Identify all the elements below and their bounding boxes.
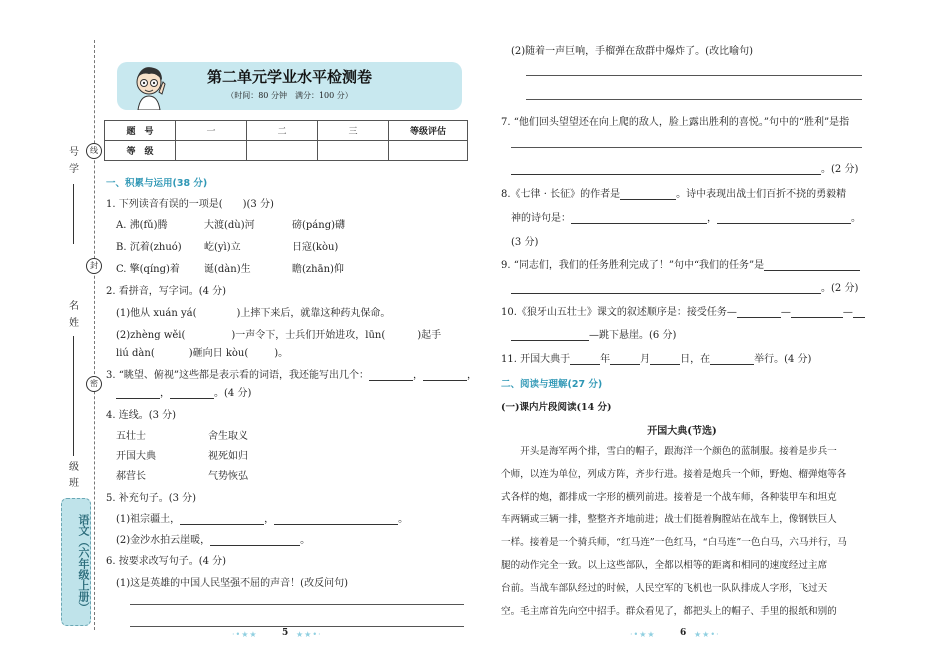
question-9-cont [511, 279, 858, 294]
grade-cell[interactable] [389, 141, 468, 161]
section-heading: 一、积累与运用(38 分) [106, 178, 208, 189]
question-2-line-2 [116, 326, 441, 341]
answer-blank[interactable] [369, 370, 413, 381]
text: 神的诗句是： [511, 213, 571, 224]
option-a-2: 大渡(dù)河 [204, 220, 255, 231]
question-5-line-1: (1)祖宗疆土， ， 。 [116, 514, 409, 525]
grade-cell[interactable] [247, 141, 318, 161]
match-left[interactable]: 五壮士 [116, 431, 146, 442]
answer-blank[interactable] [570, 354, 600, 365]
passage-line: 一样。接着是一个骑兵师，“红马连”一色红马，“白马连”一色白马，六马并行，马 [501, 537, 847, 549]
text: 9. “同志们，我们的任务胜利完成了！”句中“我们的任务”是 [501, 260, 765, 271]
binding-circle: 封 [86, 258, 102, 274]
page-subtitle: （时间：80 分钟 满分：100 分） [226, 91, 353, 100]
text: 11. 开国大典于 [501, 354, 571, 365]
question-10: 10.《狼牙山五壮士》课文的叙述顺序是：接受任务— — — [501, 303, 865, 318]
text: (2)zhèng wěi( [116, 330, 186, 341]
text: (1)他从 xuán yá( [116, 308, 197, 319]
answer-blank[interactable] [610, 354, 640, 365]
text: )一声令下，士兵们开始进攻，lūn( [231, 330, 386, 341]
answer-blank[interactable] [620, 189, 676, 200]
match-right[interactable]: 舍生取义 [208, 431, 248, 442]
page-number: 5 [282, 628, 289, 638]
passage-line: 式各样的炮，都排成一字形的横列前进。接着是一个战车师，各种装甲车和坦克 [501, 491, 837, 503]
text: 8.《七律 · 长征》的作者是 [501, 189, 621, 200]
match-left[interactable]: 开国大典 [116, 451, 156, 462]
table-row [105, 141, 468, 161]
name-line [73, 336, 74, 406]
student-number-line [73, 184, 74, 244]
text: liú dàn( [116, 348, 155, 359]
passage [501, 441, 863, 623]
table-cell: 二 [247, 121, 318, 141]
question-3: 3. “眺望、俯视”这些都是表示看的词语，我还能写出几个： ， ， [106, 370, 477, 381]
page-number: 6 [680, 628, 687, 638]
question-8 [501, 185, 846, 200]
text: 日，在 [680, 354, 711, 365]
question-10-cont [511, 326, 676, 341]
label-hao: 学 [69, 164, 79, 175]
question-1: 1. 下列读音有误的一项是( )(3 分) [106, 199, 274, 210]
answer-blank[interactable] [116, 388, 160, 399]
page-dots: ★★•· [694, 630, 720, 639]
table-row [105, 121, 468, 141]
page-title: 第二单元学业水平检测卷 [206, 68, 372, 86]
text: )上摔下来后，就靠这种药丸保命。 [236, 308, 391, 319]
question-4: 4. 连线。(3 分) [106, 410, 177, 421]
option-c-3: 瞻(zhān)仰 [292, 264, 344, 275]
question-6-line-2: (2)随着一声巨响，手榴弹在敌群中爆炸了。(改比喻句) [511, 46, 753, 57]
binding-circle: 线 [86, 143, 102, 159]
score-table [104, 120, 468, 161]
text: 3. “眺望、俯视”这些都是表示看的词语，我还能写出几个： [106, 370, 369, 381]
page-dots: ★★•· [296, 630, 322, 639]
table-cell: 题 号 [105, 121, 176, 141]
passage-title: 开国大典(节选) [647, 426, 717, 437]
option-a-1: A. 沸(fǔ)腾 [116, 220, 168, 231]
question-2-line-3 [116, 344, 288, 359]
match-right[interactable]: 气势恢弘 [208, 471, 248, 482]
option-a-3: 磅(páng)礴 [292, 220, 346, 231]
table-cell: 等 级 [105, 141, 176, 161]
page-dots: ·•★★ [630, 630, 656, 639]
question-5: 5. 补充句子。(3 分) [106, 493, 197, 504]
question-6: 6. 按要求改写句子。(4 分) [106, 556, 227, 567]
question-7: 7. “他们回头望望还在向上爬的敌人，脸上露出胜利的喜悦。”句中的“胜利”是指 [501, 117, 850, 128]
label-xing: 名 [69, 301, 79, 312]
class-line [73, 400, 74, 456]
answer-line[interactable] [526, 75, 862, 76]
answer-blank[interactable] [180, 514, 264, 525]
text: (2)金沙水拍云崖暖， [116, 535, 211, 546]
subsection-heading: (一)课内片段阅读(14 分) [501, 402, 612, 413]
question-9 [501, 256, 860, 271]
table-cell: 一 [176, 121, 247, 141]
label-ji: 班 [69, 478, 79, 489]
answer-blank[interactable] [423, 370, 467, 381]
text: —跳下悬崖。(6 分) [589, 330, 677, 341]
text: 年 [600, 354, 611, 365]
passage-line: 空。毛主席首先向空中招手。群众看见了，都把头上的帽子、手里的报纸和别的 [501, 605, 837, 617]
text: 。诗中表现出战士们百折不挠的勇毅精 [676, 189, 847, 200]
passage-line: 个师，以连为单位，列成方阵，齐步行进。接着是炮兵一个师，野炮、榴弹炮等各 [501, 468, 847, 480]
question-11 [501, 350, 811, 365]
binding-line [94, 40, 95, 630]
answer-blank[interactable] [791, 307, 843, 318]
text: )起手 [417, 330, 442, 341]
passage-line: 开头是海军两个排，雪白的帽子，跟海洋一个颜色的蓝制服。接着是步兵一 [501, 446, 837, 457]
answer-blank[interactable] [853, 307, 865, 318]
option-b-2: 屹(yì)立 [204, 242, 241, 253]
section-heading: 二、阅读与理解(27 分) [501, 379, 603, 390]
binding-circle: 密 [86, 376, 102, 392]
question-5-line-2: (2)金沙水拍云崖暖， 。 [116, 535, 311, 546]
question-2: 2. 看拼音，写字词。(4 分) [106, 286, 227, 297]
answer-blank[interactable] [717, 213, 851, 224]
answer-line[interactable] [526, 99, 862, 100]
answer-blank[interactable] [511, 283, 821, 294]
text: )砸向日 kòu( [188, 348, 249, 359]
question-7-cont [511, 160, 858, 175]
table-cell: 等级评估 [389, 121, 468, 141]
match-left[interactable]: 郝营长 [116, 471, 146, 482]
grade-cell[interactable] [176, 141, 247, 161]
option-c-1: C. 擎(qíng)着 [116, 264, 180, 275]
question-8-score: (3 分) [511, 237, 539, 248]
question-8-cont: 神的诗句是： ， 。 [511, 213, 861, 224]
text: (1)祖宗疆土， [116, 514, 181, 525]
text: 。(2 分) [821, 283, 859, 294]
option-b-1: B. 沉着(zhuó) [116, 242, 182, 253]
match-right[interactable]: 视死如归 [208, 451, 248, 462]
text: )。 [274, 348, 289, 359]
grade-cell[interactable] [318, 141, 389, 161]
answer-blank[interactable] [210, 535, 300, 546]
option-c-2: 诞(dàn)生 [204, 264, 251, 275]
answer-line[interactable] [130, 604, 464, 605]
text: 10.《狼牙山五壮士》课文的叙述顺序是：接受任务— [501, 307, 737, 318]
answer-blank[interactable] [710, 354, 754, 365]
question-6-line-1: (1)这是英雄的中国人民坚强不屈的声音！(改反问句) [116, 578, 348, 589]
passage-line: 车两辆或三辆一排，整整齐齐地前进；战士们挺着胸膛站在战车上，像钢铁巨人 [501, 514, 837, 526]
answer-blank[interactable] [274, 514, 398, 525]
subject-tab [61, 498, 91, 626]
text: 。(2 分) [821, 164, 859, 175]
passage-line: 台前。当战车部队经过的时候，人民空军的飞机也一队队排成人字形，飞过天 [501, 582, 828, 594]
text: 。(4 分) [214, 388, 252, 399]
text: 月 [640, 354, 651, 365]
subject-tab-text: 语文（六年级上册） [77, 513, 90, 613]
answer-line[interactable] [511, 147, 862, 148]
answer-blank[interactable] [511, 164, 821, 175]
text: 举行。(4 分) [754, 354, 812, 365]
answer-blank[interactable] [170, 388, 214, 399]
answer-line[interactable] [130, 626, 464, 627]
answer-blank[interactable] [764, 260, 860, 271]
page-dots: ·•★★ [232, 630, 258, 639]
passage-line: 腿的动作完全一致。以上这些部队，全都以相等的距离和相同的速度经过主席 [501, 559, 828, 571]
option-b-3: 日寇(kòu) [292, 242, 339, 253]
answer-blank[interactable] [511, 330, 589, 341]
table-cell: 三 [318, 121, 389, 141]
answer-blank[interactable] [737, 307, 781, 318]
label-xue: 号 [69, 147, 79, 158]
answer-blank[interactable] [650, 354, 680, 365]
question-3-cont: ， 。(4 分) [116, 384, 251, 399]
question-2-line-1 [116, 304, 390, 319]
answer-blank[interactable] [571, 213, 707, 224]
label-ban: 级 [69, 462, 79, 473]
label-ming: 姓 [69, 318, 79, 329]
